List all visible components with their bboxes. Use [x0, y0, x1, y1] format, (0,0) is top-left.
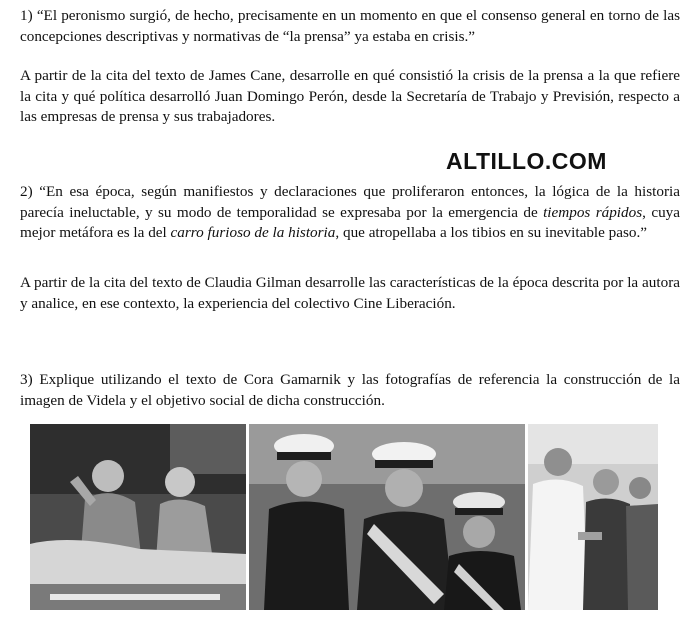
photo-couple-car — [30, 424, 246, 610]
question-1-quote: 1) “El peronismo surgió, de hecho, precisamente en un momento en que el consenso general en torno de las concepciones descriptivas y normativas de “la prensa” ya estaba en crisis.” — [20, 7, 680, 45]
question-2-instruction: A partir de la cita del texto de Claudia Gilman desarrolle las características de la época descrita por la autora y analice, en ese contexto, la experiencia del colectivo Cine Liberación. — [20, 274, 680, 312]
question-2-quote: 2) “En esa época, según manifiestos y declaraciones que proliferaron entonces, la lógica de la historia parecía ineluctable, y su modo de temporalidad se expresaba por la emergencia de tiempos rápidos, cuya mejor metáfora es la del carro furioso de la historia, que atropellaba a los tibios en su inevitable paso.” — [20, 183, 680, 241]
photo-military-officers — [249, 424, 525, 610]
question-3-text: 3) Explique utilizando el texto de Cora Gamarnik y las fotografías de referencia la construcción de la imagen de Videla y el objetivo social de dicha construcción. — [20, 371, 680, 409]
question-1-instruction: A partir de la cita del texto de James Cane, desarrolle en qué consistió la crisis de la prensa a la que refiere la cita y qué política desarrolló Juan Domingo Perón, desde la Secretaría de Trabajo y Previsión, respecto a las empresas de prensa y sus trabajadores. — [20, 67, 680, 125]
photo-handshake — [528, 424, 658, 610]
watermark: ALTILLO.COM — [446, 148, 607, 174]
